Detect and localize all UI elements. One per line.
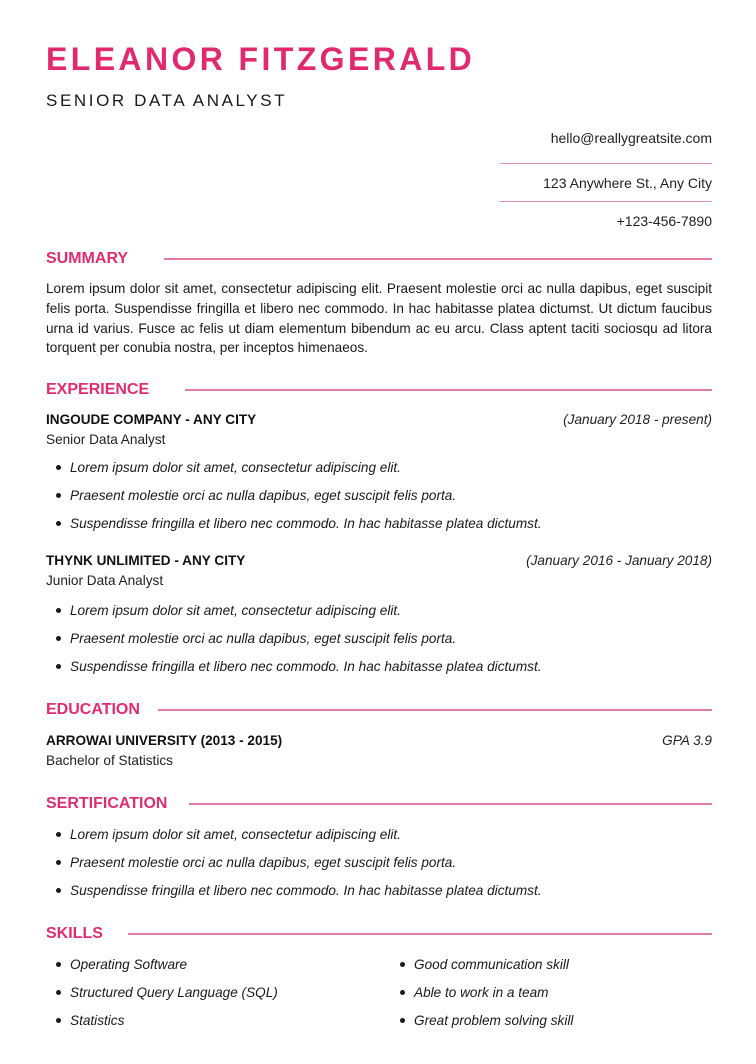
job-position: Senior Data Analyst [46, 432, 166, 447]
list-item: Praesent molestie orci ac nulla dapibus, eget suscipit felis porta. [46, 487, 712, 515]
skill-item: Statistics [46, 1012, 366, 1040]
section-title: SKILLS [46, 925, 103, 942]
education-header [46, 732, 712, 750]
list-item: Lorem ipsum dolor sit amet, consectetur adipiscing elit. [46, 602, 712, 630]
education-heading [46, 700, 712, 720]
list-item: Lorem ipsum dolor sit amet, consectetur adipiscing elit. [46, 826, 712, 854]
section-divider [189, 803, 712, 804]
degree: Bachelor of Statistics [46, 753, 173, 768]
job-company: THYNK UNLIMITED - ANY CITY [46, 553, 246, 568]
contact-email[interactable]: hello@reallygreatsite.com [500, 126, 712, 164]
job-header [46, 411, 712, 429]
section-divider [185, 389, 712, 390]
summary-text: Lorem ipsum dolor sit amet, consectetur adipiscing elit. Praesent molestie orci ac nulla dapibus, eget suscipit felis porta. Suspendisse fringilla et libero nec commodo. In hac habitasse platea dictumst. Ut dictum faucibus urna id varius. Fusce ac felis ut diam elementum bibendum ac eu arcu. Class aptent taciti sociosqu ad litora torquent per conubia nostra, per inceptos himenaeos. [46, 281, 712, 356]
certification-heading [46, 794, 712, 814]
school-name: ARROWAI UNIVERSITY (2013 - 2015) [46, 733, 283, 748]
skill-item: Good communication skill [390, 956, 710, 984]
experience-heading [46, 380, 712, 400]
section-title: SERTIFICATION [46, 795, 168, 812]
section-divider [158, 709, 712, 710]
skill-item: Able to work in a team [390, 984, 710, 1012]
job-bullets [46, 459, 712, 543]
job-company: INGOUDE COMPANY - ANY CITY [46, 412, 257, 427]
job-bullets [46, 602, 712, 686]
section-divider [128, 933, 712, 934]
list-item: Praesent molestie orci ac nulla dapibus, eget suscipit felis porta. [46, 854, 712, 882]
list-item: Suspendisse fringilla et libero nec commodo. In hac habitasse platea dictumst. [46, 515, 712, 543]
skills-heading [46, 924, 712, 944]
skills-right-column [390, 956, 710, 1040]
skill-item: Great problem solving skill [390, 1012, 710, 1040]
contact-block [500, 126, 712, 240]
list-item: Suspendisse fringilla et libero nec commodo. In hac habitasse platea dictumst. [46, 882, 712, 910]
list-item: Suspendisse fringilla et libero nec commodo. In hac habitasse platea dictumst. [46, 658, 712, 686]
gpa: GPA 3.9 [662, 733, 712, 748]
skills-left-column [46, 956, 366, 1040]
candidate-role: SENIOR DATA ANALYST [46, 91, 288, 110]
job-header [46, 552, 712, 570]
candidate-name: ELEANOR FITZGERALD [46, 41, 476, 77]
summary-heading [46, 249, 712, 269]
section-title: SUMMARY [46, 250, 129, 267]
contact-address: 123 Anywhere St., Any City [500, 164, 712, 202]
contact-phone[interactable]: +123-456-7890 [616, 213, 712, 229]
job-position: Junior Data Analyst [46, 573, 164, 588]
section-title: EXPERIENCE [46, 381, 150, 398]
job-dates: (January 2016 - January 2018) [526, 553, 712, 568]
certification-bullets [46, 826, 712, 910]
skill-item: Structured Query Language (SQL) [46, 984, 366, 1012]
skill-item: Operating Software [46, 956, 366, 984]
list-item: Praesent molestie orci ac nulla dapibus, eget suscipit felis porta. [46, 630, 712, 658]
section-divider [164, 258, 712, 259]
job-dates: (January 2018 - present) [563, 412, 712, 427]
section-title: EDUCATION [46, 701, 140, 718]
list-item: Lorem ipsum dolor sit amet, consectetur adipiscing elit. [46, 459, 712, 487]
